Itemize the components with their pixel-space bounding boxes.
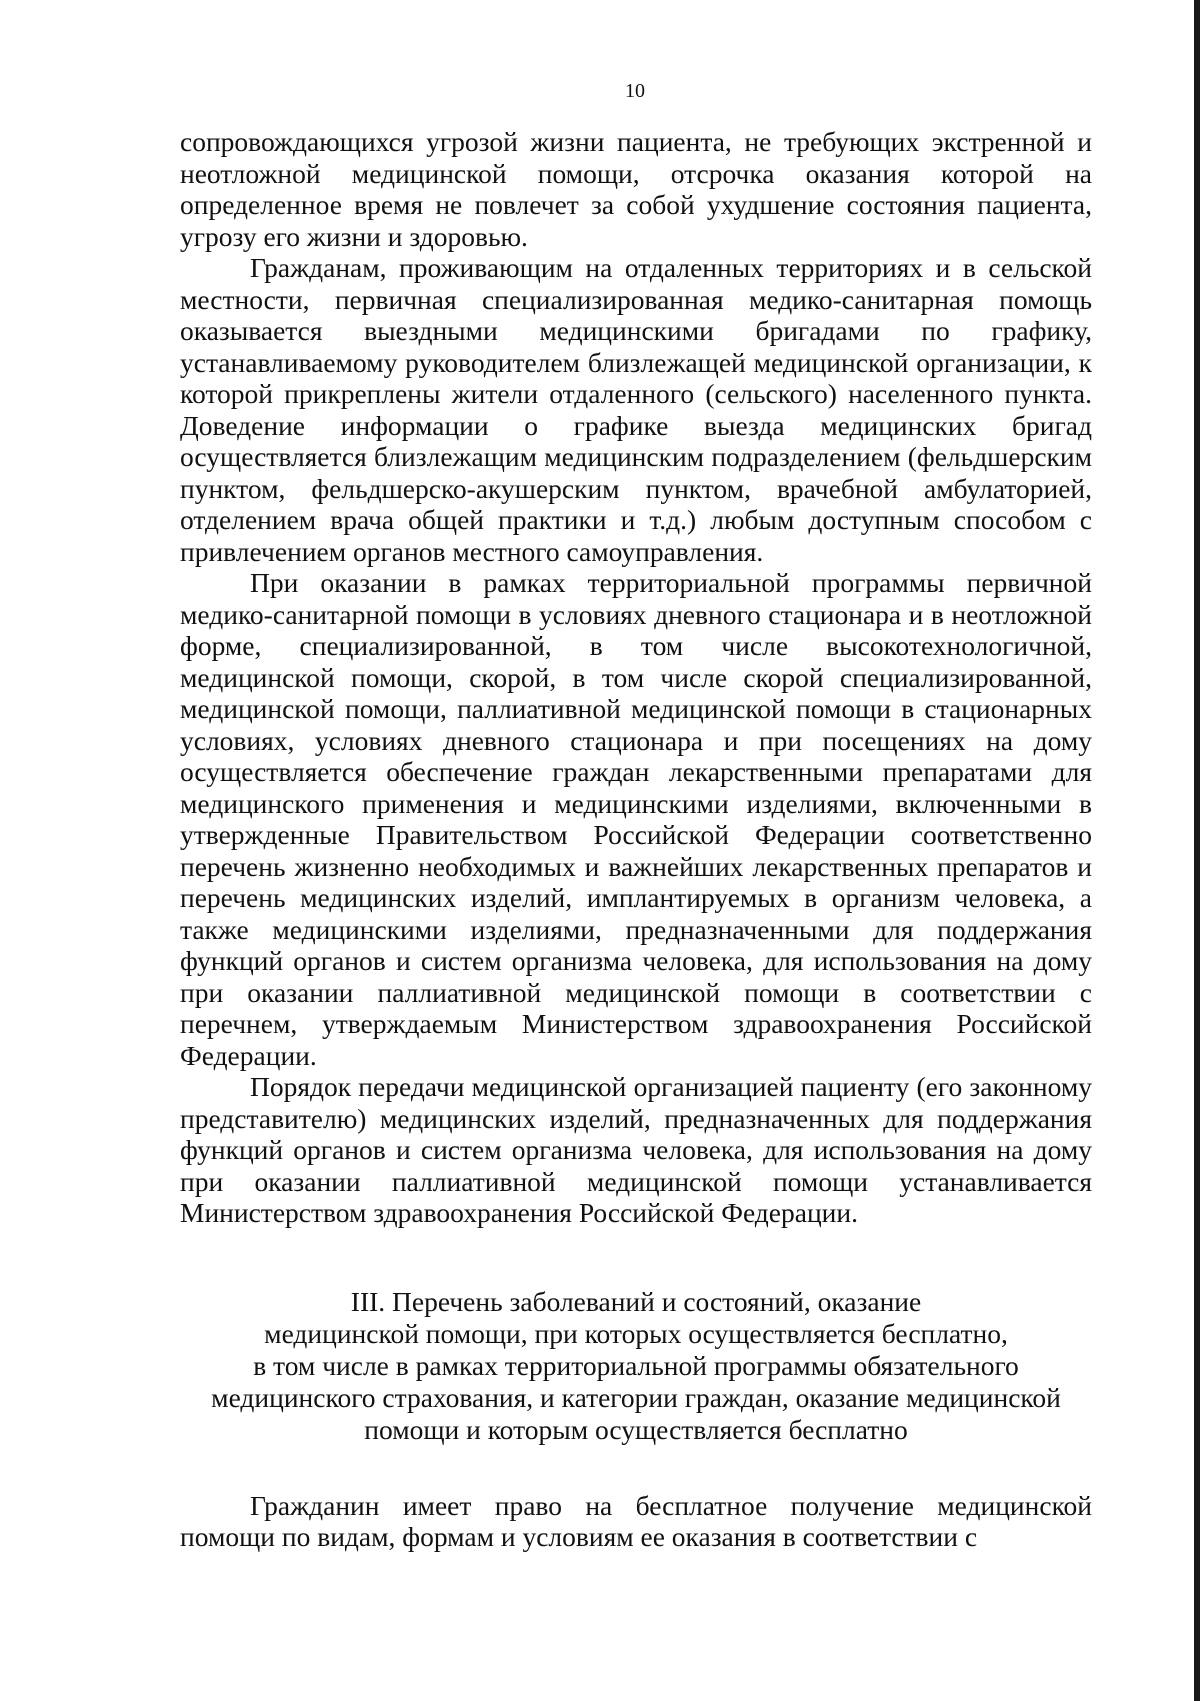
paragraph-continuation: сопровождающихся угрозой жизни пациента, не требующих экстренной и неотложной медицинской помощи, отсрочка оказания которой на определенное время не повлечет за собой ухудшение состояния пациента, угрозу его жизни и здоровью.	[180, 126, 1092, 252]
paragraph-remote-areas: Гражданам, проживающим на отдаленных территориях и в сельской местности, первичная специализированная медико-санитарная помощь оказывается выездными медицинскими бригадами по графику, устанавливаемому руководителем близлежащей медицинской организации, к которой прикреплены жители отдаленного (сельского) населенного пункта. Доведение информации о графике выезда медицинских бригад осуществляется близлежащим медицинским подразделением (фельдшерским пунктом, фельдшерско-акушерским пунктом, врачебной амбулаторией, отделением врача общей практики и т.д.) любым доступным способом с привлечением органов местного самоуправления.	[180, 252, 1092, 567]
section-heading-line: III. Перечень заболеваний и состояний, оказание	[350, 1285, 922, 1317]
section-heading-line: медицинской помощи, при которых осуществляется бесплатно,	[264, 1317, 1008, 1349]
section-heading	[180, 1286, 1092, 1446]
paragraph-medication-provision: При оказании в рамках территориальной программы первичной медико-санитарной помощи в условиях дневного стационара и в неотложной форме, специализированной, в том числе высокотехнологичной, медицинской помощи, скорой, в том числе скорой специализированной, медицинской помощи, паллиативной медицинской помощи в стационарных условиях, условиях дневного стационара и при посещениях на дому осуществляется обеспечение граждан лекарственными препаратами для медицинского применения и медицинскими изделиями, включенными в утвержденные Правительством Российской Федерации соответственно перечень жизненно необходимых и важнейших лекарственных препаратов и перечень медицинских изделий, имплантируемых в организм человека, а также медицинскими изделиями, предназначенными для поддержания функций органов и систем организма человека, для использования на дому при оказании паллиативной медицинской помощи в соответствии с перечнем, утверждаемым Министерством здравоохранения Российской Федерации.	[180, 567, 1092, 1071]
document-body	[180, 126, 1092, 1553]
section-heading-line: медицинского страхования, и категории граждан, оказание медицинской	[211, 1381, 1061, 1413]
scan-border	[1194, 0, 1200, 1701]
paragraph-citizen-right: Гражданин имеет право на бесплатное получение медицинской помощи по видам, формам и условиям ее оказания в соответствии с	[180, 1489, 1092, 1552]
paragraph-device-transfer: Порядок передачи медицинской организацией пациенту (его законному представителю) медицинских изделий, предназначенных для поддержания функций органов и систем организма человека, для использования на дому при оказании паллиативной медицинской помощи устанавливается Министерством здравоохранения Российской Федерации.	[180, 1071, 1092, 1228]
section-heading-line: в том числе в рамках территориальной программы обязательного	[253, 1349, 1019, 1381]
page-number: 10	[625, 80, 645, 102]
section-heading-line: помощи и которым осуществляется бесплатно	[364, 1413, 908, 1445]
